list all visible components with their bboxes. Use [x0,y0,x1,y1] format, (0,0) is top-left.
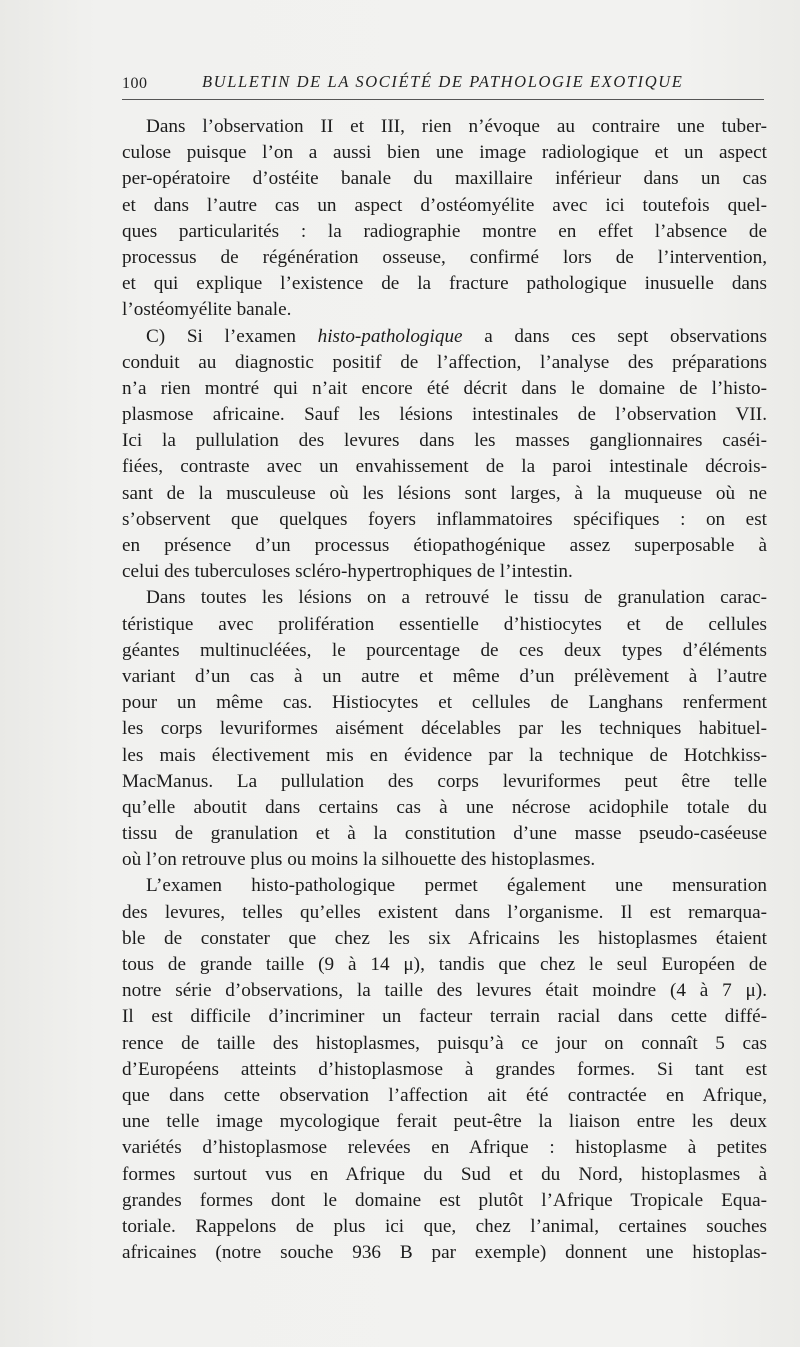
text-line: qu’elle aboutit dans certains cas à une nécrose acidophile totale du [122,796,767,818]
text-line: Il est difficile d’incriminer un facteur terrain racial dans cette diffé- [122,1006,767,1028]
text-line: culose puisque l’on a aussi bien une image radiologique et un aspect [122,142,767,164]
text-line: processus de régénération osseuse, confirmé lors de l’intervention, [122,246,767,268]
text-line: grandes formes dont le domaine est plutôt l’Afrique Tropicale Equa- [122,1189,767,1211]
text-line: C) Si l’examen histo-pathologique a dans ces sept observations [146,325,767,347]
italic-term: histo-pathologique [317,325,463,347]
text-line: n’a rien montré qui n’ait encore été décrit dans le domaine de l’histo- [122,377,767,399]
text-line: et dans l’autre cas un aspect d’ostéomyélite avec ici toutefois quel- [122,194,767,216]
text-line: s’observent que quelques foyers inflammatoires spécifiques : on est [122,508,767,530]
header-rule [122,99,764,100]
text-line: rence de taille des histoplasmes, puisqu’à ce jour on connaît 5 cas [122,1032,767,1054]
text-line: en présence d’un processus étiopathogénique assez superposable à [122,535,767,556]
text-line: géantes multinucléées, le pourcentage de ces deux types d’éléments [122,639,767,661]
text-line: l’ostéomyélite banale. [122,299,292,321]
text-line: notre série d’observations, la taille des levures était moindre (4 à 7 μ). [122,980,767,1002]
text-line: africaines (notre souche 936 B par exemple) donnent une histoplas- [122,1242,767,1264]
text-line: téristique avec prolifération essentielle d’histiocytes et de cellules [122,613,767,635]
text-line: les mais électivement mis en évidence par la technique de Hotchkiss- [122,744,767,766]
text-line: d’Européens atteints d’histoplasmose à grandes formes. Si tant est [122,1058,767,1080]
text-line: tous de grande taille (9 à 14 μ), tandis que chez le seul Européen de [122,954,767,975]
running-title: BULLETIN DE LA SOCIÉTÉ DE PATHOLOGIE EXOTIQUE [202,72,684,91]
text-line: que dans cette observation l’affection ait été contractée en Afrique, [122,1084,767,1106]
text-line: L’examen histo-pathologique permet également une mensuration [146,875,767,897]
text-line: celui des tuberculoses scléro-hypertrophiques de l’intestin. [122,561,573,583]
text-line: plasmose africaine. Sauf les lésions intestinales de l’observation VII. [122,404,767,426]
text-line: formes surtout vus en Afrique du Sud et du Nord, histoplasmes à [122,1163,767,1185]
page-number: 100 [122,75,148,92]
text-line: des levures, telles qu’elles existent dans l’organisme. Il est remarqua- [122,901,767,923]
text-line: ques particularités : la radiographie montre en effet l’absence de [122,220,767,242]
text-line: tissu de granulation et à la constitution d’une masse pseudo-caséeuse [122,823,767,845]
text-line: per-opératoire d’ostéite banale du maxillaire inférieur dans un cas [122,168,767,190]
text-line: les corps levuriformes aisément décelables par les techniques habituel- [122,718,767,740]
body-text [122,114,767,1266]
text-line: variétés d’histoplasmose relevées en Afrique : histoplasme à petites [122,1137,767,1159]
text-line: toriale. Rappelons de plus ici que, chez l’animal, certaines souches [122,1215,767,1237]
text-line: ble de constater que chez les six Africains les histoplasmes étaient [122,927,767,949]
text-line: MacManus. La pullulation des corps levuriformes peut être telle [122,770,767,792]
text-line: Dans toutes les lésions on a retrouvé le tissu de granulation carac- [146,587,767,609]
text-line: une telle image mycologique ferait peut-être la liaison entre les deux [122,1111,767,1133]
text-line: pour un même cas. Histiocytes et cellules de Langhans renferment [122,692,767,714]
text-line: variant d’un cas à un autre et même d’un prélèvement à l’autre [122,665,767,687]
text-line: Dans l’observation II et III, rien n’évoque au contraire une tuber- [146,116,767,137]
text-line: sant de la musculeuse où les lésions sont larges, à la muqueuse où ne [122,482,767,504]
page-header [122,72,764,100]
text-line: et qui explique l’existence de la fracture pathologique inusuelle dans [122,273,767,295]
text-line: conduit au diagnostic positif de l’affection, l’analyse des préparations [122,351,767,373]
text-line: où l’on retrouve plus ou moins la silhouette des histoplasmes. [122,849,596,871]
text-line: Ici la pullulation des levures dans les masses ganglionnaires caséi- [122,430,767,452]
text-line: fiées, contraste avec un envahissement de la paroi intestinale décrois- [122,456,767,478]
